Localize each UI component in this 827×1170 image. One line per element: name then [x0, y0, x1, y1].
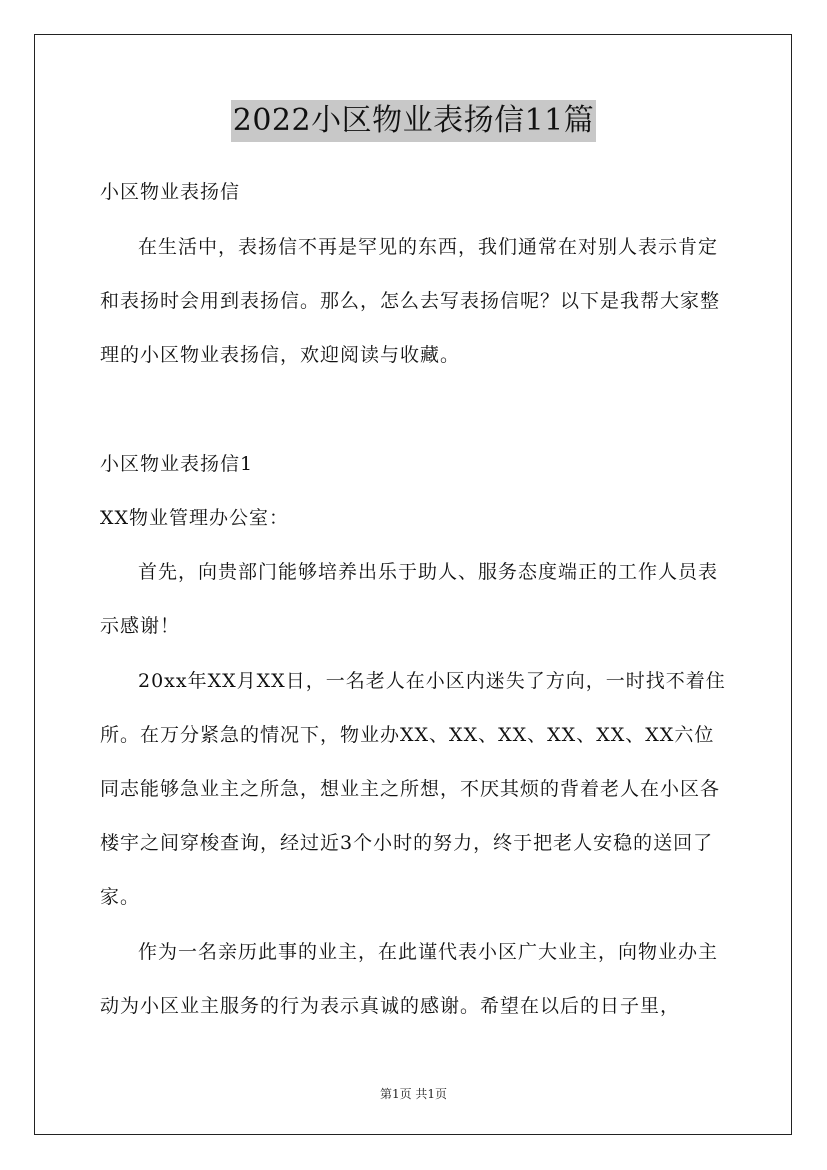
- title-container: [0, 100, 827, 142]
- letter-heading: 小区物业表扬信1: [100, 453, 254, 475]
- intro-paragraph: 在生活中，表扬信不再是罕见的东西，我们通常在对别人表示肯定和表扬时会用到表扬信。那么，怎么去写表扬信呢？以下是我帮大家整理的小区物业表扬信，欢迎阅读与收藏。: [100, 236, 721, 366]
- paragraph-thanks: 首先，向贵部门能够培养出乐于助人、服务态度端正的工作人员表示感谢！: [100, 561, 719, 637]
- salutation: XX物业管理办公室：: [100, 507, 290, 529]
- document-title: 2022小区物业表扬信11篇: [231, 100, 597, 142]
- paragraph-gratitude: 作为一名亲历此事的业主，在此谨代表小区广大业主，向物业办主动为小区业主服务的行为表示真诚的感谢。希望在以后的日子里，: [100, 941, 719, 1017]
- paragraph-incident: 20xx年XX月XX日，一名老人在小区内迷失了方向，一时找不着住所。在万分紧急的情况下，物业办XX、XX、XX、XX、XX、XX六位同志能够急业主之所急，想业主之所想，不厌其烦的背着老人在小区各楼宇之间穿梭查询，经过近3个小时的努力，终于把老人安稳的送回了家。: [100, 670, 726, 908]
- page-number-footer: 第1页 共1页: [379, 1087, 448, 1101]
- section-heading: 小区物业表扬信: [100, 181, 241, 203]
